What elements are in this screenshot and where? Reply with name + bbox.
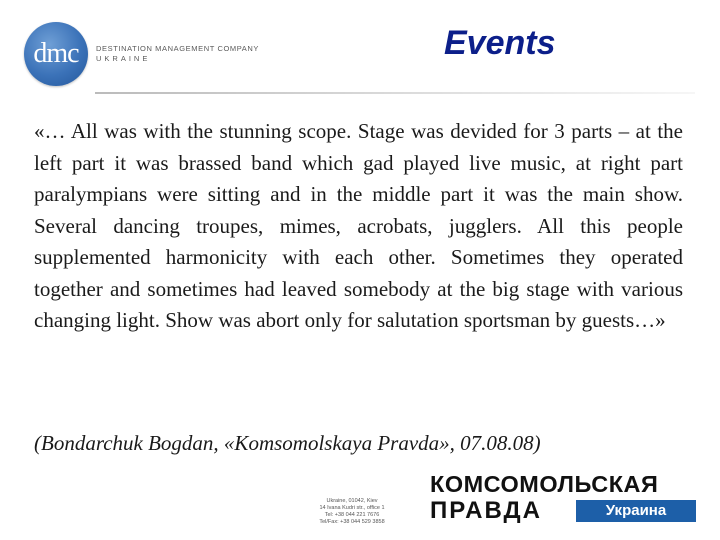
newspaper-name-top: КОМСОМОЛЬСКАЯ	[430, 471, 659, 497]
dmc-logo-letters: dmc	[33, 38, 79, 69]
company-name: DESTINATION MANAGEMENT COMPANY	[96, 44, 260, 53]
company-country: UKRAINE	[96, 54, 151, 63]
newspaper-name-bottom: ПРАВДА	[430, 497, 542, 524]
dmc-logo-text	[96, 44, 259, 63]
dmc-logo-mark	[24, 22, 88, 86]
address-line: Tel: +38 044 221 7676	[324, 512, 380, 518]
newspaper-region-badge	[576, 500, 696, 522]
page-title: Events	[444, 24, 556, 62]
address-line: 14 Ivana Kudri str., office 1	[319, 505, 385, 511]
company-address	[282, 498, 422, 526]
address-line: Ukraine, 01042, Kiev	[326, 498, 378, 504]
review-quote: «… All was with the stunning scope. Stage was devided for 3 parts – at the left part it was brassed band which gad played live music, at right part paralympians were sitting and in the middle part it was the main show. Several dancing troupes, mimes, acrobats, jugglers. All this people supplemented harmonicity with each other. Sometimes they operated together and sometimes had leaved somebody at the big stage with various changing light. Show was abort only for salutation sportsman by guests…»	[34, 119, 683, 332]
address-line: Tel/Fax: +38 044 529 3858	[319, 519, 385, 525]
newspaper-logo-top	[430, 472, 696, 496]
newspaper-region-label: Украина	[605, 502, 667, 519]
quote-citation: (Bondarchuk Bogdan, «Komsomolskaya Pravda», 07.08.08)	[34, 431, 541, 455]
header-divider	[95, 92, 695, 94]
